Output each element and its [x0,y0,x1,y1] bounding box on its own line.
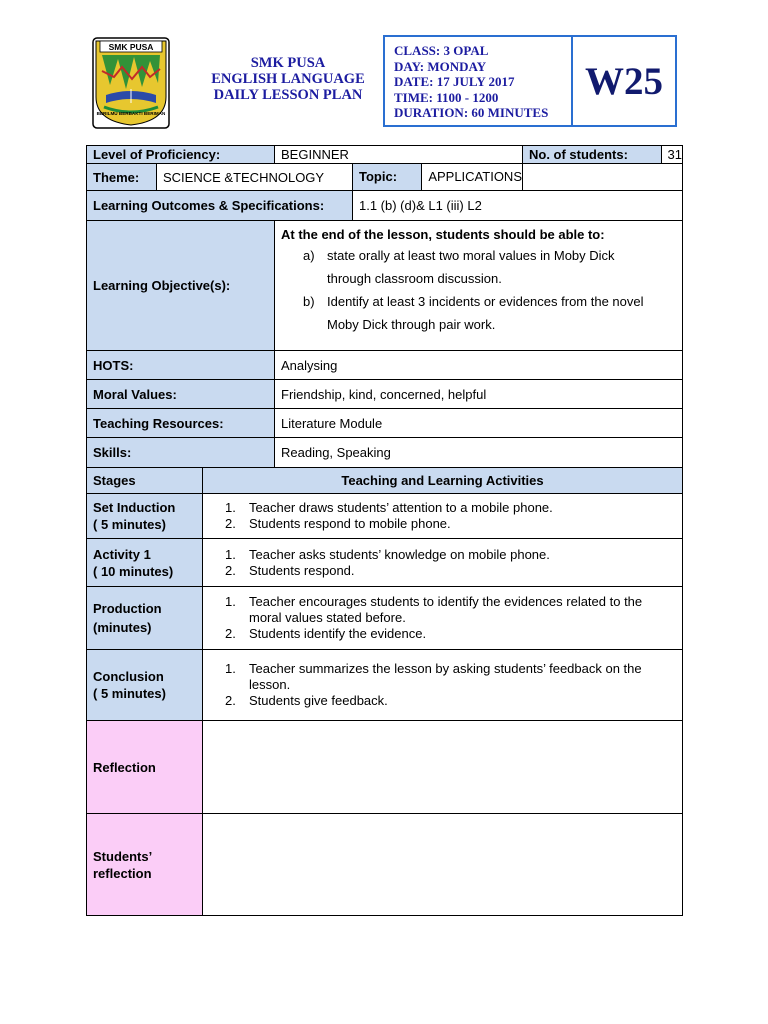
activity-step [209,516,676,532]
stage-label [87,494,203,539]
stage-activities [203,539,683,587]
theme-row [87,164,683,191]
duration-info: DURATION: 60 MINUTES [394,105,549,120]
step-number: 1. [225,661,236,676]
step-number: 2. [225,562,236,578]
objectives-intro: At the end of the lesson, students should be able to: [281,227,605,242]
theme-label: Theme: [87,164,157,191]
objective-item-cont [281,267,676,290]
objective-text: Moby Dick through pair work. [327,317,496,332]
activity-step [209,594,676,626]
step-number: 1. [225,500,236,515]
activity-step [209,693,676,709]
objective-marker: b) [303,294,315,309]
objectives-list [281,244,676,336]
stage-duration: (minutes) [93,620,152,635]
objectives-content [275,221,683,351]
step-number: 2. [225,693,236,708]
students-label: No. of students: [523,146,662,163]
step-text: Teacher encourages students to identify the evidences related to the moral values stated before. [249,594,643,625]
step-text: Students respond to mobile phone. [249,516,451,531]
class-info: CLASS: 3 OPAL [394,43,489,58]
proficiency-row [87,146,683,164]
reflection-row [87,721,683,814]
proficiency-label: Level of Proficiency: [87,146,275,164]
step-text: Teacher draws students’ attention to a mobile phone. [249,500,553,515]
student-reflection-row [87,814,683,916]
hots-row [87,351,683,380]
theme-value: SCIENCE &TECHNOLOGY [157,164,353,191]
stage-name: Production [93,601,162,616]
step-number: 1. [225,546,236,562]
stage-name: Set Induction [93,500,176,515]
moral-row [87,380,683,409]
stage-activities [203,587,683,650]
student-reflection-label [87,814,203,916]
step-number: 2. [225,516,236,531]
stages-header-row [87,468,683,494]
stage-label [87,587,203,650]
stage-duration: ( 5 minutes) [93,686,166,701]
objective-marker: a) [303,248,315,263]
objective-item [281,244,676,267]
skills-label: Skills: [87,438,275,468]
day-info: DAY: MONDAY [394,58,487,74]
reflection-label: Reflection [87,721,203,814]
activity-step [209,626,676,642]
objective-text: Identify at least 3 incidents or evidences from the novel [327,294,644,309]
topic-value-a [422,164,522,190]
stage-row-conclusion [87,650,683,721]
step-text: Students respond. [249,562,355,578]
activity-step [209,563,676,579]
skills-value: Reading, Speaking [275,438,683,468]
lesson-plan-table [86,145,683,916]
resources-row [87,409,683,438]
objective-item-cont [281,313,676,336]
school-title [188,55,388,103]
resources-value: Literature Module [275,409,683,438]
skills-row [87,438,683,468]
outcomes-row [87,191,683,221]
objective-text: state orally at least two moral values in Moby Dick [327,248,615,263]
topic-value: APPLICATIONS [428,169,522,184]
moral-label: Moral Values: [87,380,275,409]
stage-activities [203,494,683,539]
resources-label: Teaching Resources: [87,409,275,438]
proficiency-value: BEGINNER [275,146,523,164]
subject-name: ENGLISH LANGUAGE [211,71,365,87]
stages-header: Stages [87,468,203,494]
student-reflection-label-line: Students’ [93,848,153,864]
topic-label: Topic: [353,164,422,190]
outcomes-value: 1.1 (b) (d)& L1 (iii) L2 [353,191,683,221]
step-text: Students identify the evidence. [249,626,427,641]
activity-step [209,500,676,516]
lesson-info-details [385,37,573,125]
student-reflection-value[interactable] [203,814,683,916]
week-number: W25 [585,59,663,103]
stage-duration: ( 10 minutes) [93,563,174,579]
step-number: 1. [225,594,236,609]
step-number: 2. [225,626,236,641]
reflection-value[interactable] [203,721,683,814]
activity-step [209,547,676,563]
step-text: Students give feedback. [249,693,388,708]
moral-value: Friendship, kind, concerned, helpful [275,380,683,409]
stage-activities [203,650,683,721]
activity-step [209,661,676,693]
outcomes-label: Learning Outcomes & Specifications: [87,191,353,221]
lesson-info-box [383,35,677,127]
date-info: DATE: 17 JULY 2017 [394,74,515,89]
stage-label [87,539,203,587]
stage-row-set-induction [87,494,683,539]
hots-value: Analysing [275,351,683,380]
school-name: SMK PUSA [250,55,326,71]
stage-row-production [87,587,683,650]
stage-label [87,650,203,721]
objectives-row [87,221,683,351]
hots-label: HOTS: [87,351,275,380]
objective-item [281,290,676,313]
students-value: 31 [667,147,682,162]
student-reflection-label-line: reflection [93,865,152,881]
stage-name: Activity 1 [93,546,151,562]
objectives-label: Learning Objective(s): [87,221,275,351]
step-text: Teacher summarizes the lesson by asking students’ feedback on the lesson. [249,661,642,692]
time-info: TIME: 1100 - 1200 [394,89,499,105]
step-text: Teacher asks students’ knowledge on mobile phone. [249,546,550,562]
logo-banner: SMK PUSA [108,42,154,52]
document-type: DAILY LESSON PLAN [213,87,363,103]
objective-text: through classroom discussion. [327,271,502,286]
stage-name: Conclusion [93,669,164,684]
school-crest-icon [92,37,170,129]
activities-header: Teaching and Learning Activities [203,468,683,494]
logo-motto: BERILMU BERBAKTI BERIMAN [96,111,166,116]
stage-row-activity-1 [87,539,683,587]
stage-duration: ( 5 minutes) [93,517,166,532]
school-logo [92,37,170,129]
